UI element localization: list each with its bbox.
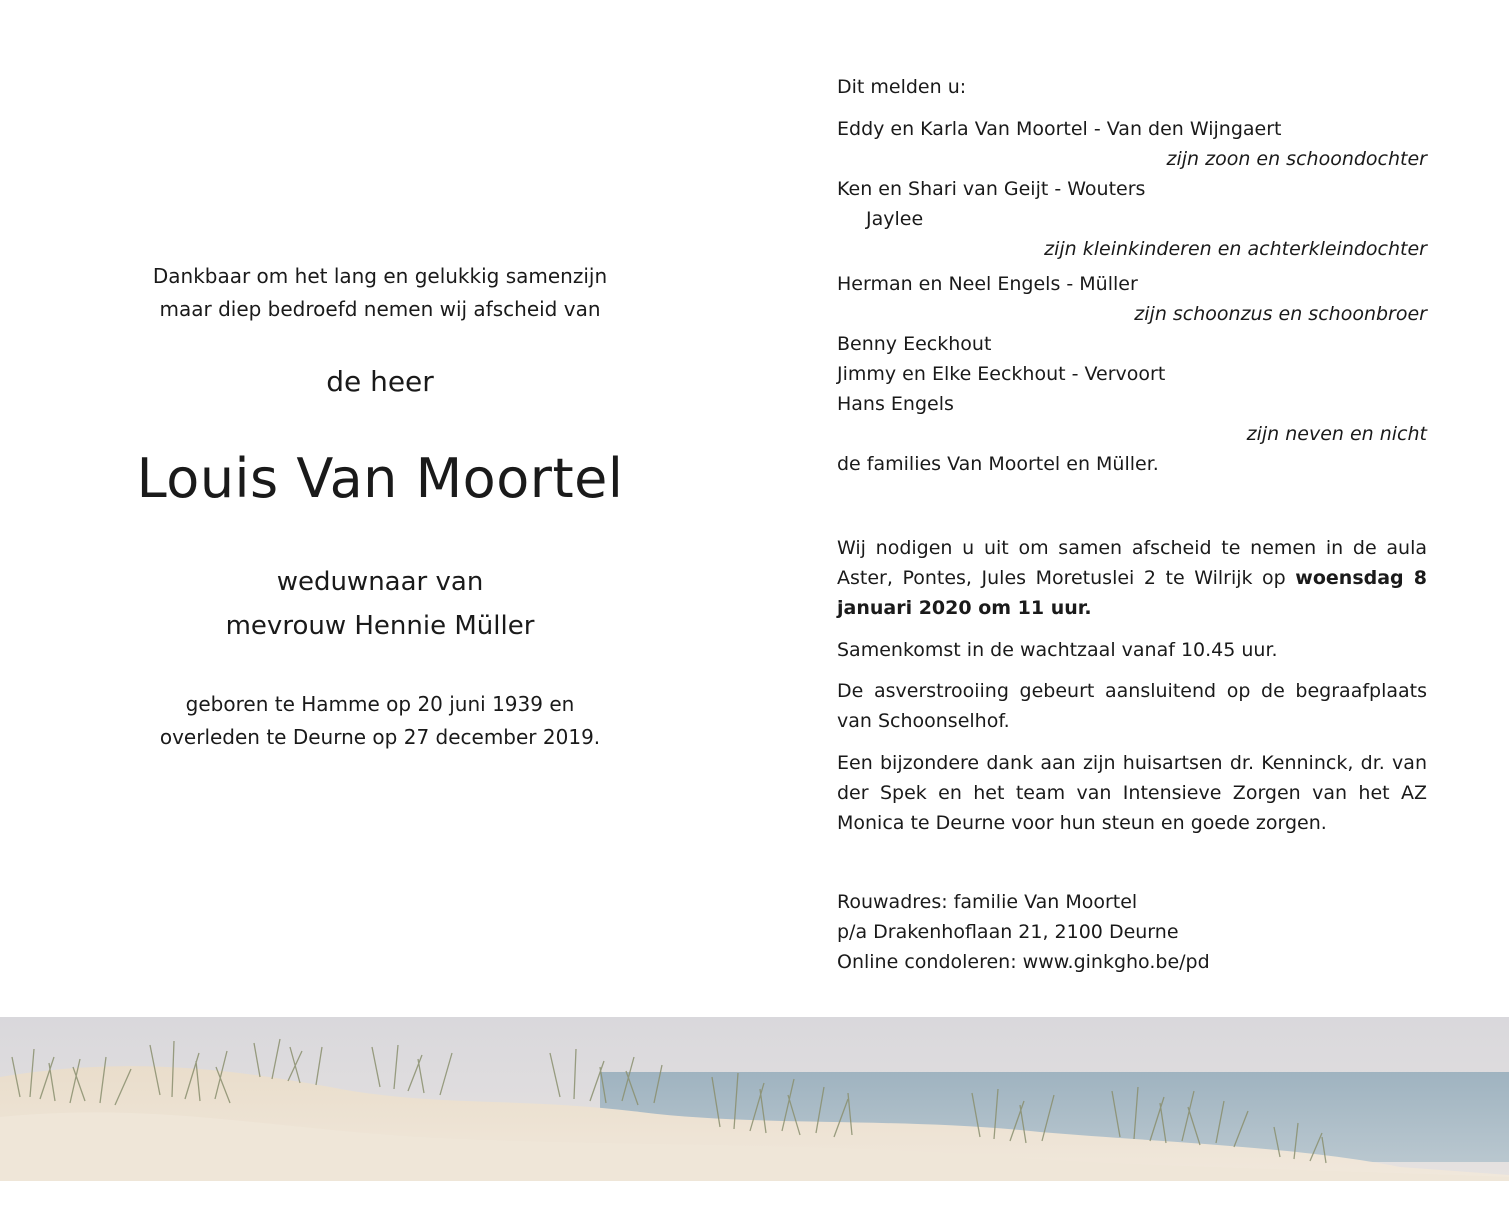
- family-member: Ken en Shari van Geijt - Wouters: [837, 178, 1146, 200]
- intro-line-1: Dankbaar om het lang en gelukkig samenzijn: [152, 264, 608, 288]
- life-dates: [60, 688, 700, 754]
- family-member: Hans Engels: [837, 393, 954, 415]
- address-line: Rouwadres: familie Van Moortel: [837, 891, 1138, 913]
- family-member: de families Van Moortel en Müller.: [837, 453, 1159, 475]
- invitation-date: woensdag 8 januari 2020 om 11 uur.: [837, 567, 1427, 619]
- address-block: [837, 887, 1427, 977]
- birth-line: geboren te Hamme op 20 juni 1939 en: [185, 692, 575, 716]
- honorific: de heer: [326, 365, 434, 398]
- family-list: [837, 114, 1427, 479]
- family-member: Benny Eeckhout: [837, 333, 992, 355]
- family-relation: zijn schoonzus en schoonbroer: [1134, 303, 1427, 325]
- intro-text: [60, 260, 700, 326]
- intro-line-2: maar diep bedroefd nemen wij afscheid van: [159, 297, 601, 321]
- family-relation: zijn zoon en schoondochter: [1166, 148, 1427, 170]
- deceased-name: Louis Van Moortel: [136, 447, 624, 510]
- announced-heading: Dit melden u:: [837, 76, 967, 98]
- widower-line-1: weduwnaar van: [276, 567, 484, 597]
- widower-line-2: mevrouw Hennie Müller: [225, 611, 535, 641]
- family-relation: zijn neven en nicht: [1246, 423, 1427, 445]
- invitation-paragraph: [837, 533, 1427, 623]
- thanks-paragraph: Een bijzondere dank aan zijn huisartsen dr. Kenninck, dr. van der Spek en het team van Intensieve Zorgen van het AZ Monica te Deurne voor hun steun en goede zorgen.: [837, 752, 1427, 834]
- death-line: overleden te Deurne op 27 december 2019.: [159, 725, 601, 749]
- family-member: Eddy en Karla Van Moortel - Van den Wijngaert: [837, 118, 1282, 140]
- gathering-paragraph: Samenkomst in de wachtzaal vanaf 10.45 uur.: [837, 639, 1278, 661]
- announced-by: [837, 72, 1427, 102]
- condolence-link[interactable]: Online condoleren: www.ginkgho.be/pd: [837, 951, 1210, 973]
- scattering-paragraph: De asverstrooiing gebeurt aansluitend op de begraafplaats van Schoonselhof.: [837, 680, 1427, 732]
- family-relation: zijn kleinkinderen en achterkleindochter: [1044, 238, 1427, 260]
- dune-landscape-image: [0, 1017, 1509, 1181]
- address-line: p/a Drakenhoflaan 21, 2100 Deurne: [837, 921, 1179, 943]
- widower-of: [60, 560, 700, 648]
- family-member: Herman en Neel Engels - Müller: [837, 273, 1138, 295]
- family-member: Jaylee: [866, 208, 924, 230]
- family-member: Jimmy en Elke Eeckhout - Vervoort: [837, 363, 1166, 385]
- invitation-text: Wij nodigen u uit om samen afscheid te nemen in de aula Aster, Pontes, Jules Moretuslei 2 te Wilrijk op: [837, 537, 1427, 589]
